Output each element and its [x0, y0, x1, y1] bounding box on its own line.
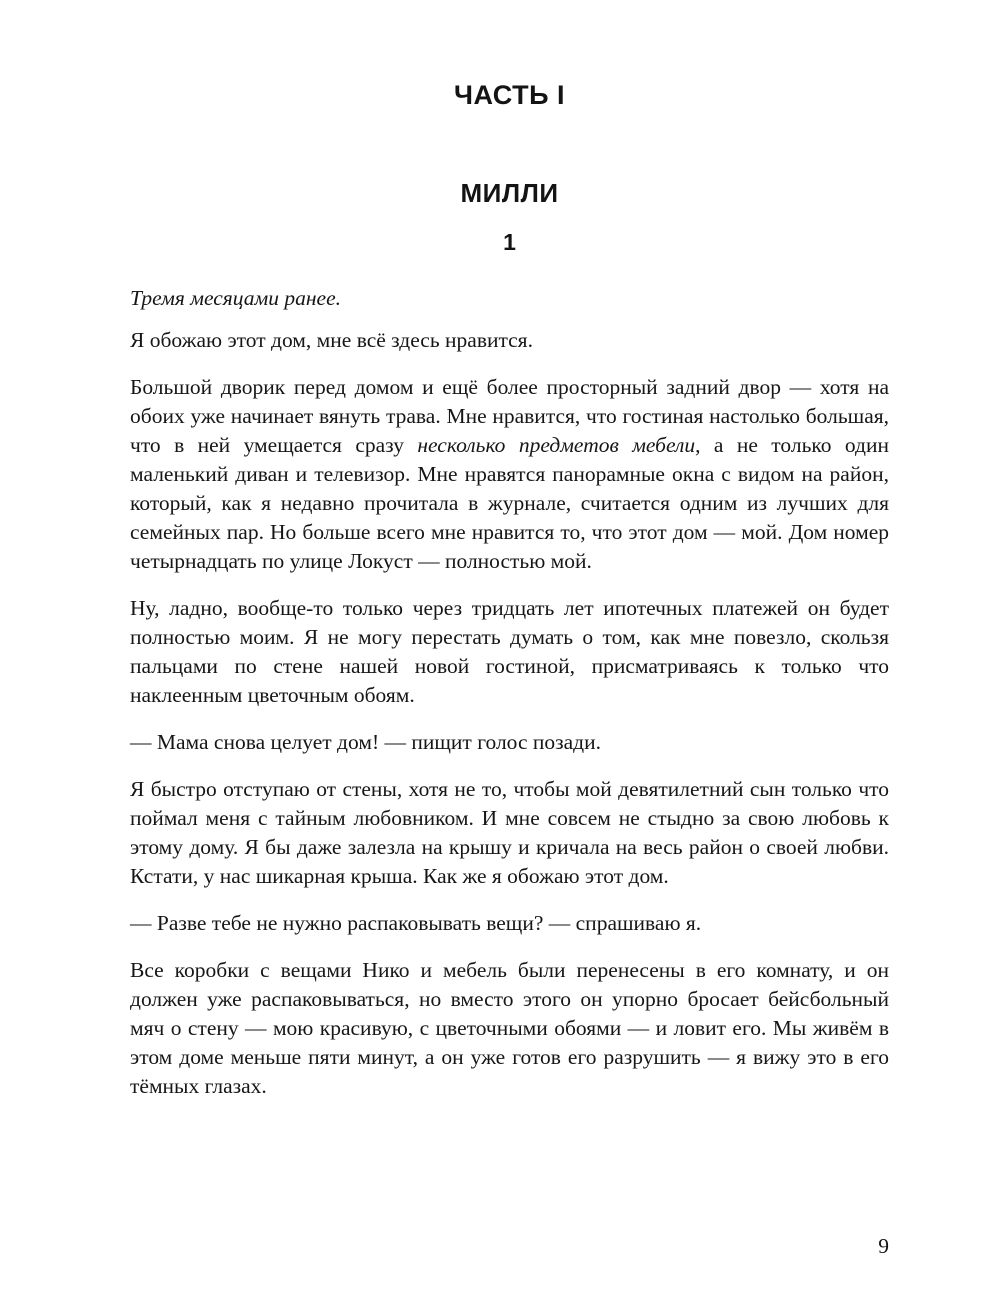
paragraph-dialogue: — Разве тебе не нужно распаковывать вещи? — спрашиваю я. [130, 911, 702, 935]
paragraph: Я обожаю этот дом, мне всё здесь нравится. [130, 328, 533, 352]
paragraph [130, 373, 889, 576]
paragraph-text: , а не только один маленький диван и телевизор. Мне нравятся панорамные окна с видом на район, который, как я недавно прочитала в журнале, считается одним из лучших для семейных пар. Но больше всего мне нравится то, что этот дом — мой. Дом номер четырнадцать по улице Локуст — полностью мой. [130, 433, 890, 573]
paragraph-dateline: Тремя месяцами ранее. [130, 286, 342, 310]
chapter-heading: МИЛЛИ [460, 178, 559, 208]
paragraph-italic-phrase: несколько предметов мебели [417, 433, 696, 457]
chapter-number: 1 [503, 229, 516, 255]
page-headings [0, 0, 981, 256]
paragraph: Все коробки с вещами Нико и мебель были перенесены в его комнату, и он должен уже распаковываться, но вместо этого он упорно бросает бейсбольный мяч о стену — мою красивую, с цветочными обоями — и ловит его. Мы живём в этом доме меньше пяти минут, а он уже готов его разрушить — я вижу это в его тёмных глазах. [130, 958, 889, 1098]
paragraph: Ну, ладно, вообще-то только через тридцать лет ипотечных платежей он будет полностью моим. Я не могу перестать думать о том, как мне повезло, скользя пальцами по стене нашей новой гостиной, присматриваясь к только что наклеенным цветочным обоям. [130, 596, 889, 707]
paragraph-text: Большой дворик перед домом и ещё более просторный задний двор — хотя на обоих уже начинает вянуть трава. Мне нравится, что гостиная настолько большая, что в ней умещается сразу [130, 375, 889, 457]
paragraph: Я быстро отступаю от стены, хотя не то, чтобы мой девятилетний сын только что поймал меня с тайным любовником. И мне совсем не стыдно за свою любовь к этому дому. Я бы даже залезла на крышу и кричала на весь район о своей любви. Кстати, у нас шикарная крыша. Как же я обожаю этот дом. [130, 777, 889, 888]
paragraph-dialogue: — Мама снова целует дом! — пищит голос позади. [130, 730, 601, 754]
page-number: 9 [878, 1234, 889, 1258]
part-heading: ЧАСТЬ I [453, 80, 566, 110]
body-text [0, 284, 981, 1101]
